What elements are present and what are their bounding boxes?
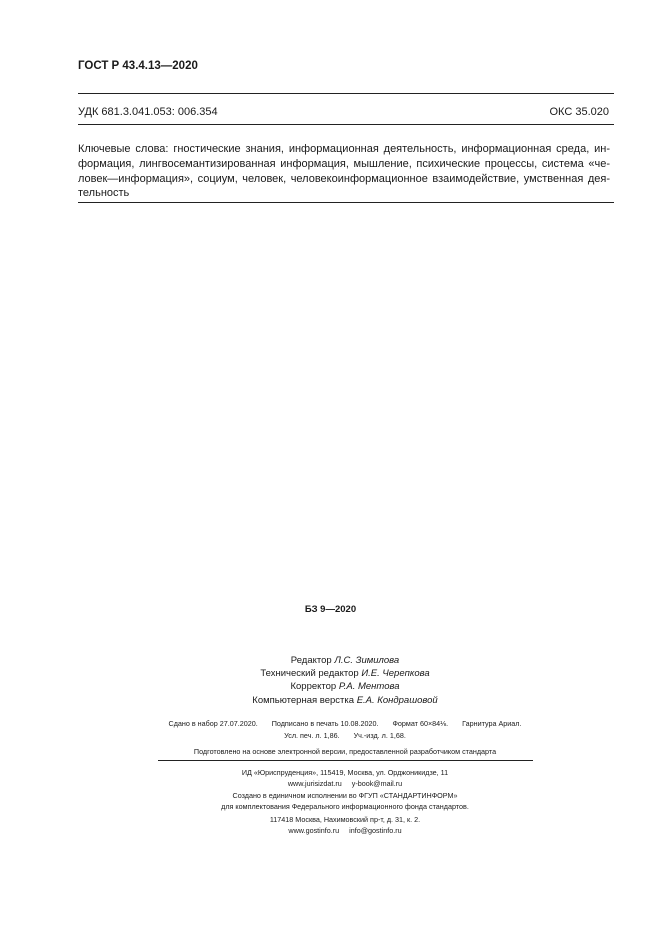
staff-tech-editor: Технический редактор И.Е. Черепкова bbox=[260, 668, 430, 680]
publisher-contacts bbox=[0, 779, 661, 788]
creator-line1: Создано в единичном исполнении во ФГУП «СТАНДАРТИНФОРМ» bbox=[232, 791, 458, 800]
creator-line2: для комплектования Федерального информационного фонда стандартов. bbox=[221, 802, 469, 811]
divider bbox=[158, 760, 533, 761]
staff-layout: Компьютерная верстка Е.А. Кондрашовой bbox=[252, 694, 438, 706]
keywords-paragraph bbox=[78, 142, 610, 201]
publisher-site: www.jurisizdat.ru bbox=[287, 779, 342, 788]
keywords-line: Ключевые слова: гностические знания, информационная деятельность, информационная среда, ин- bbox=[78, 143, 610, 155]
keywords-line: формация, лингвосемантизированная информация, мышление, психические процессы, система «че- bbox=[78, 157, 610, 170]
divider bbox=[78, 202, 614, 203]
print-info-line1: Сдано в набор 27.07.2020. Подписано в печать 10.08.2020. Формат 60×84⅛. Гарнитура Ариал. bbox=[168, 719, 522, 728]
staff-editor: Редактор Л.С. Зимилова bbox=[290, 655, 400, 666]
prepared-note: Подготовлено на основе электронной версии, предоставленной разработчиком стандарта bbox=[193, 747, 497, 756]
divider bbox=[78, 124, 614, 125]
creator-site: www.gostinfo.ru bbox=[288, 826, 340, 835]
document-code: ГОСТ Р 43.4.13—2020 bbox=[78, 60, 198, 72]
keywords-line: ловек—информация», социум, человек, человекоинформационное взаимодействие, умственная дея- bbox=[78, 172, 610, 185]
staff-proofreader: Корректор Р.А. Ментова bbox=[290, 681, 400, 693]
bz-number: БЗ 9—2020 bbox=[304, 604, 357, 615]
print-info-line2: Усл. печ. л. 1,86. Уч.-изд. л. 1,68. bbox=[284, 731, 406, 740]
creator-email: info@gostinfo.ru bbox=[349, 826, 402, 835]
udk-code: УДК 681.3.041.053: 006.354 bbox=[78, 106, 218, 118]
publisher-address: ИД «Юриспруденция», 115419, Москва, ул. Орджоникидзе, 11 bbox=[241, 768, 449, 777]
creator-contacts bbox=[0, 826, 661, 835]
keywords-line: тельность bbox=[78, 187, 130, 200]
creator-address: 117418 Москва, Нахимовский пр-т, д. 31, к. 2. bbox=[269, 815, 421, 824]
divider bbox=[78, 93, 614, 94]
publisher-email: y-book@mail.ru bbox=[351, 779, 403, 788]
staff-credits bbox=[0, 654, 661, 707]
oks-code: ОКС 35.020 bbox=[549, 106, 609, 118]
